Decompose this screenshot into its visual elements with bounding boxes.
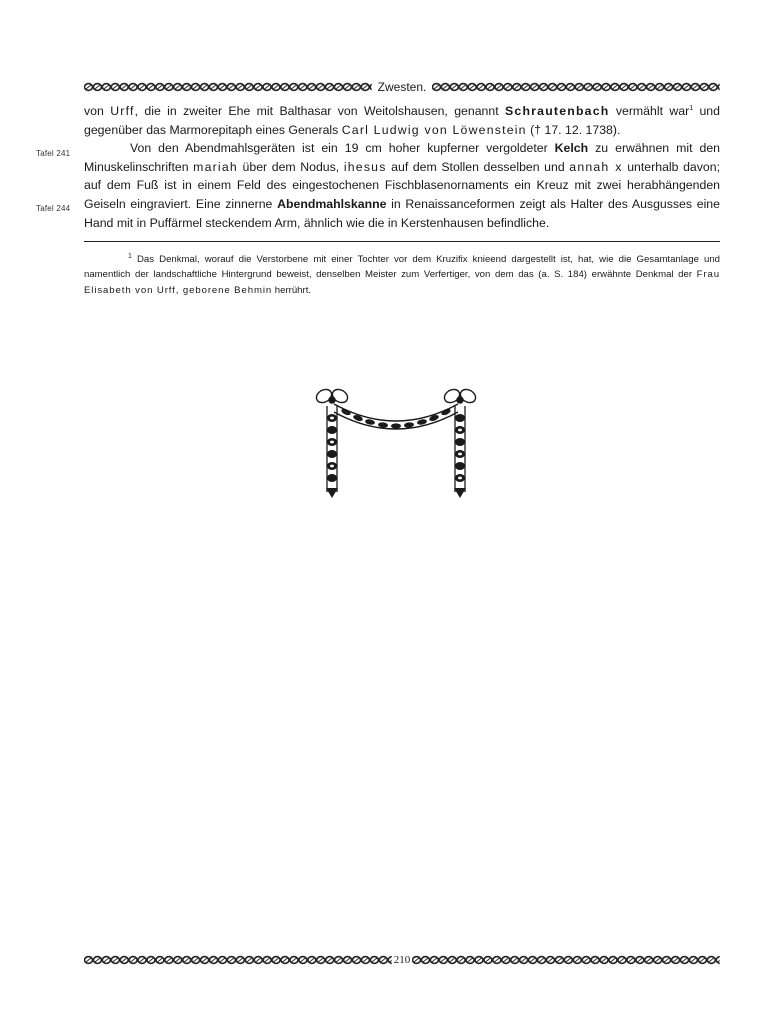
rope-border-right-icon [432, 82, 720, 92]
footnote-marker: 1 [128, 252, 132, 260]
person-name: Urff [110, 104, 135, 118]
paragraph [84, 102, 720, 139]
page-footer [84, 952, 720, 968]
margin-note-tafel: Tafel 244 [36, 204, 71, 213]
rope-border-left-icon [84, 82, 372, 92]
running-title: Zwesten. [377, 80, 427, 94]
text-run: Von den Abendmahlsgeräten ist ein 19 cm hoher kupferner vergoldeter [130, 141, 555, 156]
text-run: herrührt. [272, 284, 312, 296]
text-run: zu erwähnen mit den Minuskelinschriften [84, 141, 720, 174]
person-name: Carl Ludwig von Löwenstein [341, 122, 527, 137]
text-run: , die in zweiter Ehe mit Balthasar von Weitolshausen, genannt [134, 104, 506, 118]
body-text [84, 102, 720, 232]
person-name: Frau Elisabeth von Urff, geborene Behmin [84, 269, 720, 296]
text-run: († 17. 12. 1738). [526, 122, 621, 137]
margin-note-tafel: Tafel 241 [36, 149, 71, 158]
text-run: von [84, 104, 111, 118]
text-run: und gegenüber das Marmorepitaph eines Generals [84, 104, 720, 137]
text-run: unterhalb davon; auf dem Fuß ist in einem Feld des eingestochenen Fischblasenornaments ein Kreuz mit zwei herabhängenden Geiseln eingraviert. Eine zinnerne [84, 159, 720, 211]
text-run: in Renaissanceformen zeigt als Halter des Ausgusses eine Hand mit in Puffärmel steckendem Arm, ähnlich wie die in Kerstenhausen befindliche. [84, 196, 720, 230]
text-run: auf dem Stollen desselben und [386, 159, 570, 174]
rope-border-left-icon [84, 955, 392, 965]
rope-border-right-icon [412, 955, 720, 965]
person-name: Schrautenbach [505, 104, 610, 118]
text-run: über dem Nodus, [237, 159, 344, 174]
inscription-word: mariah [193, 159, 238, 174]
page-header [84, 78, 720, 96]
object-term: Abendmahlskanne [277, 196, 387, 211]
inscription-word: ihesus [343, 159, 387, 174]
garland-ribbon-ornament-icon [310, 384, 482, 502]
footnote-reference: 1 [689, 104, 694, 112]
text-run: Das Denkmal, worauf die Verstorbene mit einer Tochter vor dem Kruzifix knieend dargestellt ist, hat, wie die Gesamtanlage und namentlich der landschaftliche Hintergrund beweist, denselben Meister zum Verfertiger, von dem das (a. S. 184) erwähnte Denkmal der [84, 254, 720, 281]
footnote [84, 252, 720, 298]
page-number: 210 [393, 954, 411, 966]
inscription-word: annah x [569, 159, 623, 174]
text-run: vermählt war [609, 104, 690, 118]
footnote-divider [84, 241, 720, 242]
object-term: Kelch [554, 141, 589, 156]
paragraph [84, 139, 720, 232]
